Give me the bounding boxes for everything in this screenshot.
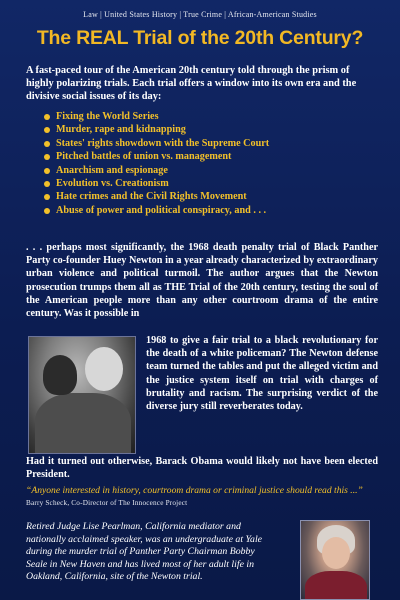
list-item <box>44 204 374 217</box>
bullet-icon <box>44 181 50 187</box>
bullet-icon <box>44 194 50 200</box>
photo-figure <box>43 355 77 395</box>
list-item-text: States' rights showdown with the Supreme Court <box>56 137 270 149</box>
panther-photo <box>28 336 136 454</box>
bullet-icon <box>44 208 50 214</box>
endorsement-quote <box>26 485 378 510</box>
body-paragraph-wrap: 1968 to give a fair trial to a black revolutionary for the death of a white policeman? The Newton defense team turned the tables and put the alleged victim and the justice system itself on trial with charges of brutality and racism. The surprising verdict of the diverse jury still reverberates today. <box>146 335 378 413</box>
list-item <box>44 164 374 177</box>
list-item-text: Evolution vs. Creationism <box>56 178 169 190</box>
list-item <box>44 110 374 123</box>
body-paragraph-top: . . . perhaps most significantly, the 1968 death penalty trial of Black Panther Party co-founder Huey Newton in a year already characterized by extraordinary urban violence and political turmoil. The author argues that the Newton prosecution trumps them all as THE Trial of the 20th century, testing the soul of the American people more than any other courtroom drama of the entire century. Was it possible in <box>26 242 378 320</box>
category-line: Law | United States History | True Crime | African-American Studies <box>83 10 317 19</box>
list-item <box>44 137 374 150</box>
list-item-text: Fixing the World Series <box>56 111 159 122</box>
bullet-icon <box>44 141 50 147</box>
body-paragraph-bottom: Had it turned out otherwise, Barack Obama would likely not have been elected President. <box>26 456 378 481</box>
bullet-icon <box>44 114 50 120</box>
bullet-icon <box>44 127 50 133</box>
list-item <box>44 190 374 203</box>
photo-figure <box>35 393 131 454</box>
list-item-text: Murder, rape and kidnapping <box>56 124 186 136</box>
list-item-text: Hate crimes and the Civil Rights Movement <box>56 191 247 203</box>
list-item <box>44 123 374 136</box>
trial-list <box>44 110 374 217</box>
headline: The REAL Trial of the 20th Century? <box>36 27 364 49</box>
quote-text: “Anyone interested in history, courtroom drama or criminal justice should read this ...” <box>26 485 363 496</box>
bullet-icon <box>44 154 50 160</box>
list-item-text: Abuse of power and political conspiracy, and . . . <box>56 204 267 216</box>
author-photo <box>300 520 370 600</box>
list-item-text: Anarchism and espionage <box>56 164 168 176</box>
quote-attribution: Barry Scheck, Co-Director of The Innocence Project <box>26 499 188 508</box>
list-item <box>44 150 374 163</box>
bullet-icon <box>44 168 50 174</box>
list-item <box>44 177 374 190</box>
author-bio: Retired Judge Lise Pearlman, California mediator and nationally acclaimed speaker, was an undergraduate at Yale during the murder trial of Panther Party Chairman Bobby Seale in New Haven and has lived most of her adult life in Oakland, California, site of the Newton trial. <box>26 521 263 583</box>
photo-figure <box>85 347 123 391</box>
list-item-text: Pitched battles of union vs. management <box>56 151 232 163</box>
photo-figure <box>322 537 350 569</box>
photo-figure <box>305 571 367 600</box>
intro-text: A fast-paced tour of the American 20th century told through the prism of highly polarizing trials. Each trial offers a window into its own era and the divisive social issues of its day: <box>26 65 357 103</box>
